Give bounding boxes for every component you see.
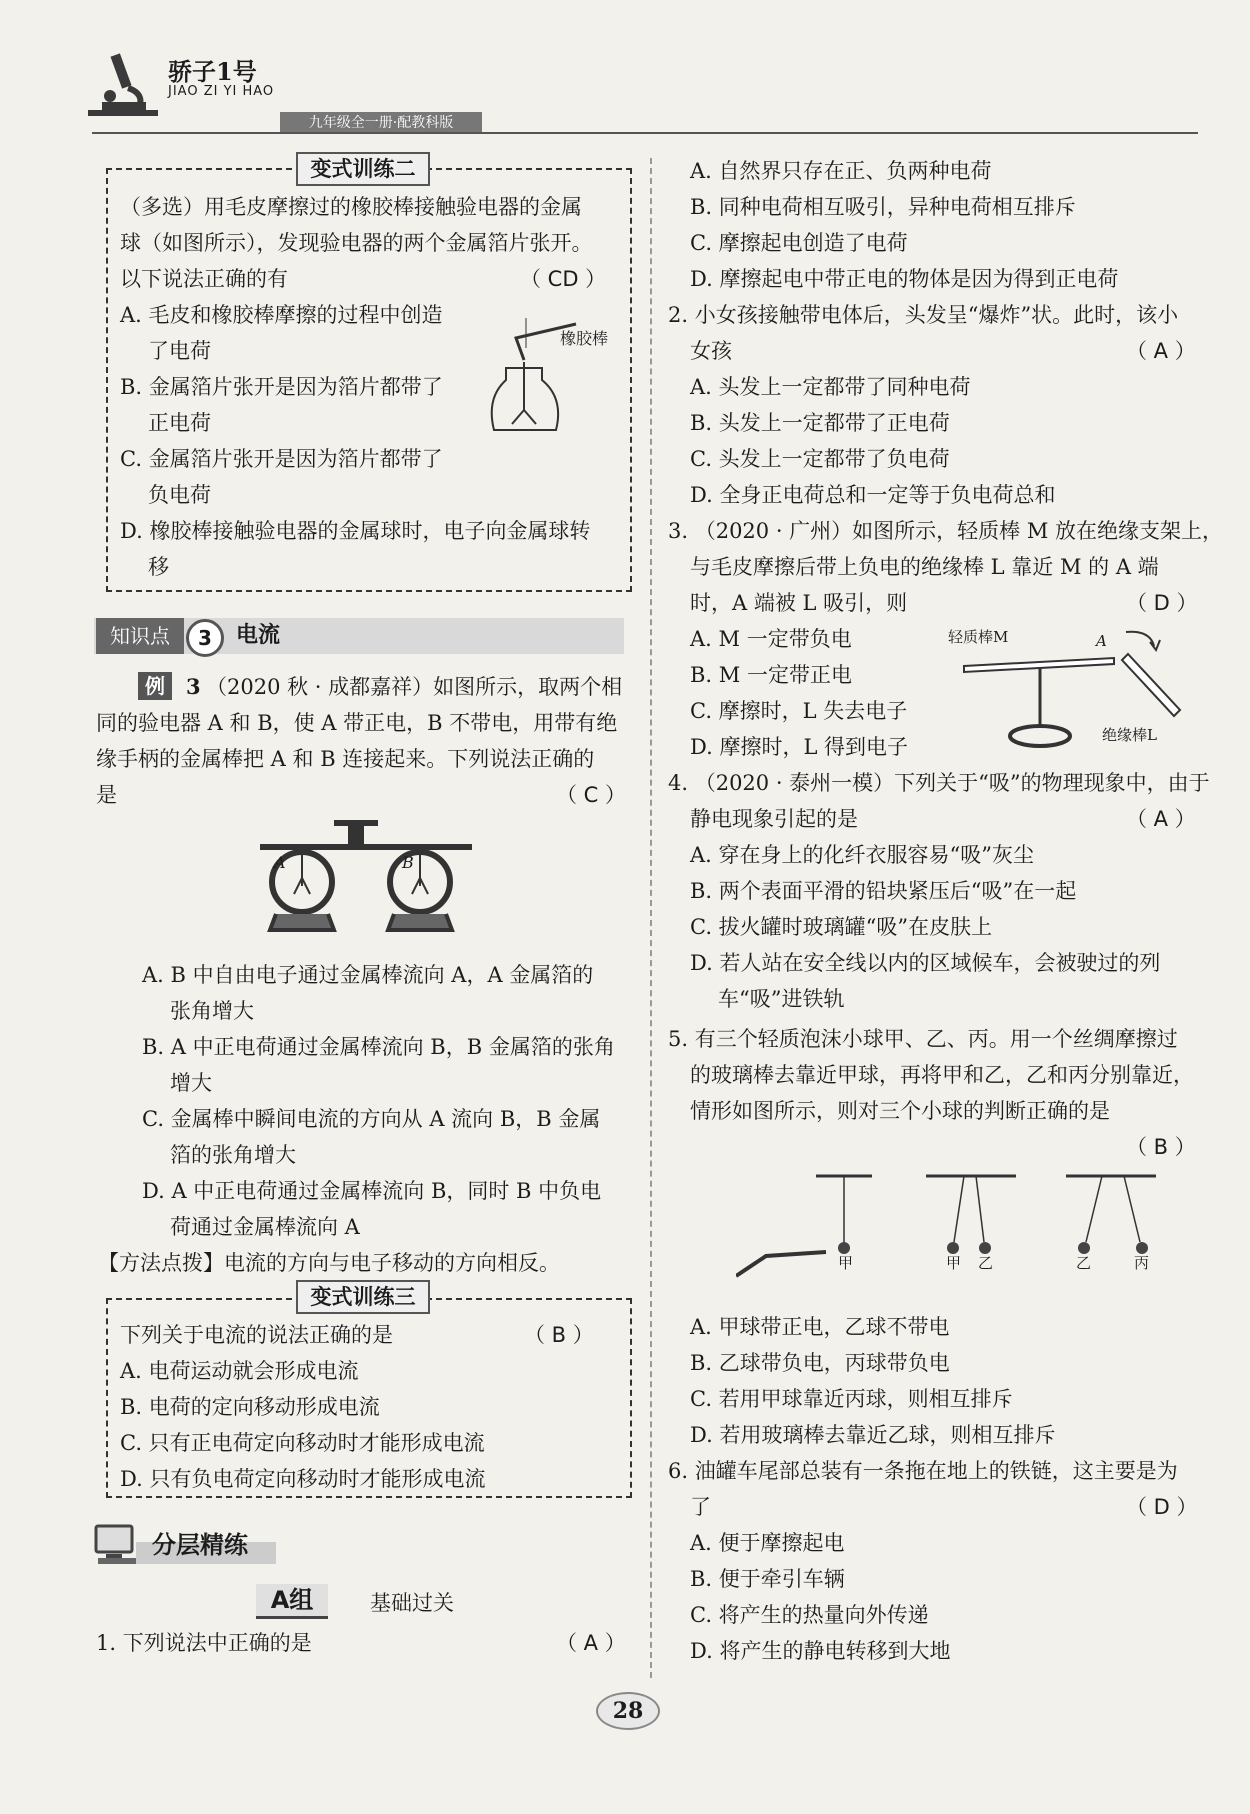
knowledge-point-name: 电流 [236, 623, 281, 648]
example-option-c-cont: 箔的张角增大 [170, 1143, 296, 1167]
q5-stem-line-3: 情形如图所示，则对三个小球的判断正确的是 [690, 1099, 1110, 1123]
light-rod-m-label: 轻质棒M [948, 628, 1009, 646]
q6-option-c: C. 将产生的热量向外传递 [690, 1603, 929, 1627]
rubber-rod-label: 橡胶棒 [560, 329, 609, 348]
q3-option-a: A. M 一定带负电 [690, 627, 852, 651]
q6-answer: （ D ） [1126, 1495, 1198, 1519]
exercise-3-title: 变式训练三 [296, 1280, 430, 1314]
example-option-c: C. 金属棒中瞬间电流的方向从 A 流向 B，B 金属 [142, 1107, 601, 1131]
ex2-option-c-cont: 负电荷 [148, 483, 211, 507]
q4-option-c: C. 拔火罐时玻璃罐“吸”在皮肤上 [690, 915, 993, 939]
q4-option-d: D. 若人站在安全线以内的区域候车，会被驶过的列 [690, 951, 1161, 975]
group-a-label: A组 [256, 1584, 328, 1619]
q1-option-d: D. 摩擦起电中带正电的物体是因为得到正电荷 [690, 267, 1119, 291]
q4-option-b: B. 两个表面平滑的铅块紧压后“吸”在一起 [690, 879, 1077, 903]
q6-stem-line-2: 了 [690, 1495, 711, 1519]
page-number: 28 [596, 1692, 660, 1730]
example-number: 3 [186, 674, 201, 699]
ex3-stem: 下列关于电流的说法正确的是 [120, 1323, 393, 1347]
q1-option-b: B. 同种电荷相互吸引，异种电荷相互排斥 [690, 195, 1076, 219]
q4-stem-line-1: 4. （2020 · 泰州一模）下列关于“吸”的物理现象中，由于 [668, 771, 1210, 795]
ex2-option-a-cont: 了电荷 [148, 339, 211, 363]
ex3-answer: （ B ） [524, 1323, 594, 1347]
ex3-option-b: B. 电荷的定向移动形成电流 [120, 1395, 380, 1419]
ball-jia-label-2: 甲 [946, 1254, 962, 1272]
example-option-a-cont: 张角增大 [170, 999, 254, 1023]
group-a-subtitle: 基础过关 [370, 1591, 454, 1615]
q2-option-a: A. 头发上一定都带了同种电荷 [690, 375, 971, 399]
q2-option-b: B. 头发上一定都带了正电荷 [690, 411, 950, 435]
q5-option-c: C. 若用甲球靠近丙球，则相互排斥 [690, 1387, 1013, 1411]
example-stem-line-4: 是 [96, 783, 117, 807]
knowledge-point-label: 知识点 [96, 618, 184, 654]
ex3-option-c: C. 只有正电荷定向移动时才能形成电流 [120, 1431, 485, 1455]
section-title: 分层精练 [152, 1531, 248, 1559]
q4-option-d-cont: 车“吸”进铁轨 [718, 987, 845, 1011]
column-divider [650, 158, 652, 1678]
q3-answer: （ D ） [1126, 591, 1198, 615]
ex2-stem-line-2: 球（如图所示），发现验电器的两个金属箔片张开。 [120, 231, 593, 255]
q6-stem-line-1: 6. 油罐车尾部总装有一条拖在地上的铁链，这主要是为 [668, 1459, 1178, 1483]
knowledge-point-number: 3 [186, 619, 224, 657]
ball-jia-label-1: 甲 [838, 1254, 854, 1272]
q1-stem: 1. 下列说法中正确的是 [96, 1631, 312, 1655]
example-option-d: D. A 中正电荷通过金属棒流向 B，同时 B 中负电 [142, 1179, 602, 1203]
ex2-option-b: B. 金属箔片张开是因为箔片都带了 [120, 375, 443, 399]
electroscope-a-label: A [274, 853, 286, 872]
q4-answer: （ A ） [1126, 807, 1196, 831]
example-option-b: B. A 中正电荷通过金属棒流向 B，B 金属箔的张角 [142, 1035, 615, 1059]
q6-option-d: D. 将产生的静电转移到大地 [690, 1639, 951, 1663]
example-option-d-cont: 荷通过金属棒流向 A [170, 1215, 360, 1239]
q3-stem-line-1: 3. （2020 · 广州）如图所示，轻质棒 M 放在绝缘支架上， [668, 519, 1224, 543]
ex3-option-a: A. 电荷运动就会形成电流 [120, 1359, 359, 1383]
brand-pinyin: JIAO ZI YI HAO [168, 84, 275, 99]
q3-stem-line-3: 时，A 端被 L 吸引，则 [690, 591, 908, 615]
two-electroscopes-figure [256, 818, 476, 938]
end-a-label: A [1096, 632, 1107, 650]
electroscope-b-label: B [402, 853, 414, 872]
insulating-rod-l-label: 绝缘棒L [1102, 726, 1157, 744]
q6-option-b: B. 便于牵引车辆 [690, 1567, 845, 1591]
q6-option-a: A. 便于摩擦起电 [690, 1531, 845, 1555]
q3-option-c: C. 摩擦时，L 失去电子 [690, 699, 908, 723]
example-tag: 例 [138, 672, 172, 700]
q1-answer: （ A ） [556, 1631, 626, 1655]
book-subtitle: 九年级全一册·配教科版 [280, 112, 482, 134]
q1-option-c: C. 摩擦起电创造了电荷 [690, 231, 908, 255]
q3-stem-line-2: 与毛皮摩擦后带上负电的绝缘棒 L 靠近 M 的 A 端 [690, 555, 1159, 579]
example-stem-line-2: 同的验电器 A 和 B，使 A 带正电，B 不带电，用带有绝 [96, 711, 618, 735]
example-option-b-cont: 增大 [170, 1071, 212, 1095]
q3-option-d: D. 摩擦时，L 得到电子 [690, 735, 909, 759]
exercise-2-title: 变式训练二 [296, 152, 430, 186]
ball-bing-label: 丙 [1134, 1254, 1150, 1272]
ex2-option-d-cont: 移 [148, 555, 169, 579]
ball-yi-label-1: 乙 [978, 1254, 994, 1272]
ex2-stem-line-1: （多选）用毛皮摩擦过的橡胶棒接触验电器的金属 [120, 195, 582, 219]
q2-option-c: C. 头发上一定都带了负电荷 [690, 447, 950, 471]
ex2-option-b-cont: 正电荷 [148, 411, 211, 435]
microscope-logo-icon [88, 48, 158, 126]
q4-stem-line-2: 静电现象引起的是 [690, 807, 858, 831]
q5-option-d: D. 若用玻璃棒去靠近乙球，则相互排斥 [690, 1423, 1056, 1447]
q5-answer: （ B ） [1126, 1135, 1196, 1159]
header-rule [92, 132, 1198, 134]
q3-option-b: B. M 一定带正电 [690, 663, 852, 687]
ball-yi-label-2: 乙 [1076, 1254, 1092, 1272]
example-stem-line-1: （2020 秋 · 成都嘉祥）如图所示，取两个相 [206, 675, 623, 699]
q2-answer: （ A ） [1126, 339, 1196, 363]
brand-title: 骄子1号 [168, 57, 257, 86]
ex2-option-d: D. 橡胶棒接触验电器的金属球时，电子向金属球转 [120, 519, 591, 543]
ex3-option-d: D. 只有负电荷定向移动时才能形成电流 [120, 1467, 486, 1491]
example-answer: （ C ） [556, 783, 627, 807]
example-stem-line-3: 缘手柄的金属棒把 A 和 B 连接起来。下列说法正确的 [96, 747, 595, 771]
ex2-option-a: A. 毛皮和橡胶棒摩擦的过程中创造 [120, 303, 443, 327]
q5-option-a: A. 甲球带正电，乙球不带电 [690, 1315, 950, 1339]
q5-option-b: B. 乙球带负电，丙球带负电 [690, 1351, 950, 1375]
q5-stem-line-2: 的玻璃棒去靠近甲球，再将甲和乙，乙和丙分别靠近， [690, 1063, 1194, 1087]
q2-stem-line-2: 女孩 [690, 339, 732, 363]
q4-option-a: A. 穿在身上的化纤衣服容易“吸”灰尘 [690, 843, 1034, 867]
method-tip: 【方法点拨】电流的方向与电子移动的方向相反。 [98, 1251, 560, 1275]
example-option-a: A. B 中自由电子通过金属棒流向 A，A 金属箔的 [142, 963, 594, 987]
q5-stem-line-1: 5. 有三个轻质泡沫小球甲、乙、丙。用一个丝绸摩擦过 [668, 1027, 1178, 1051]
ex2-option-c: C. 金属箔片张开是因为箔片都带了 [120, 447, 443, 471]
q2-stem-line-1: 2. 小女孩接触带电体后，头发呈“爆炸”状。此时，该小 [668, 303, 1179, 327]
q2-option-d: D. 全身正电荷总和一定等于负电荷总和 [690, 483, 1056, 507]
ex2-stem-line-3: 以下说法正确的有 [120, 267, 288, 291]
ex2-answer: （ CD ） [520, 267, 607, 291]
q1-option-a: A. 自然界只存在正、负两种电荷 [690, 159, 992, 183]
